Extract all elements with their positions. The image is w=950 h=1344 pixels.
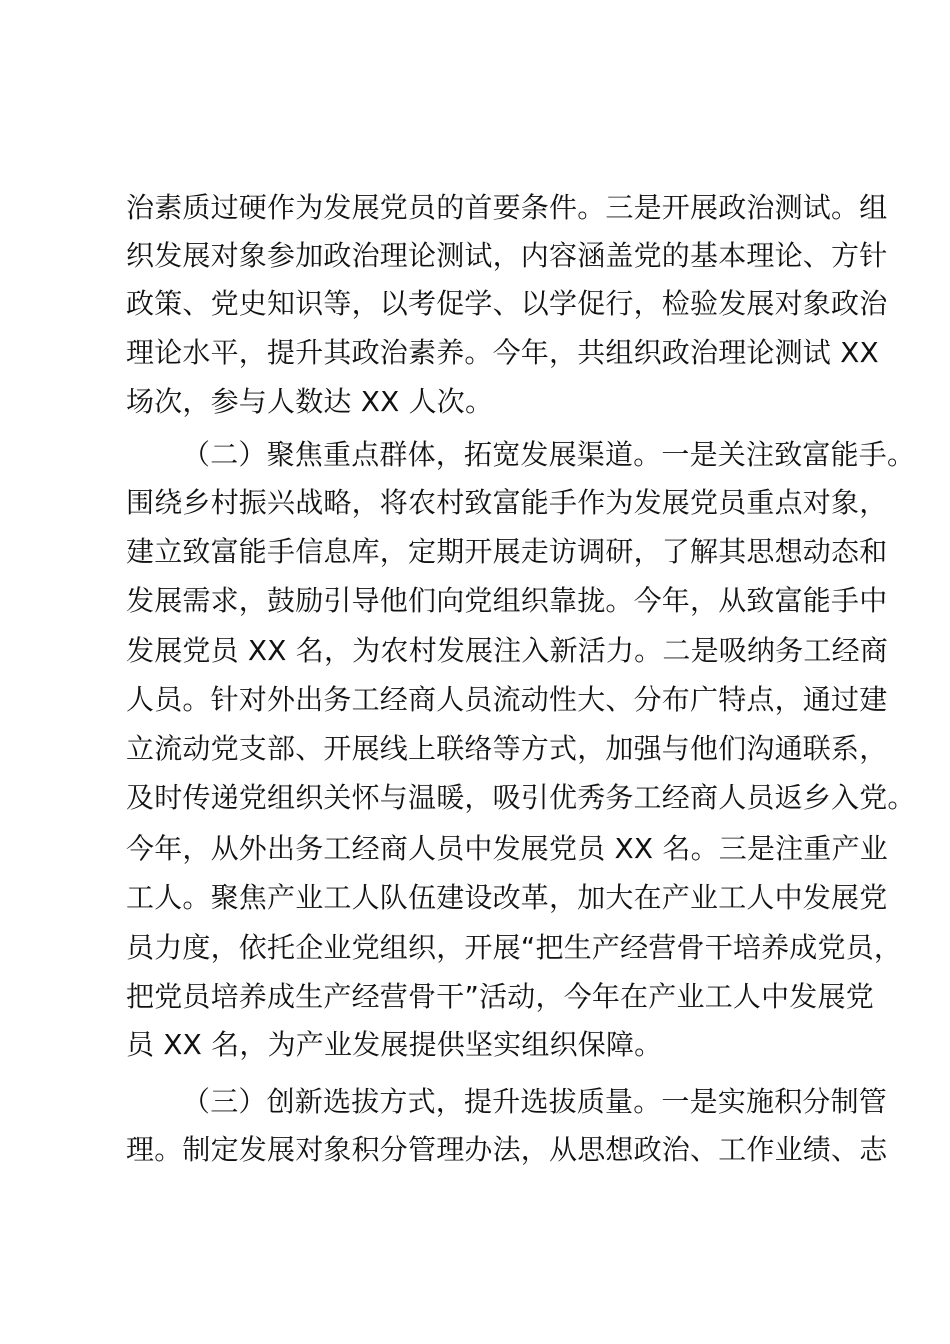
text-line: 员力度，依托企业党组织，开展“把生产经营骨干培养成党员，	[126, 931, 903, 964]
text-line: 人员。针对外出务工经商人员流动性大、分布广特点，通过建	[126, 683, 888, 716]
section-heading-line: （三）创新选拔方式，提升选拔质量。一是实施积分制管	[182, 1085, 888, 1118]
text-line: 建立致富能手信息库，定期开展走访调研，了解其思想动态和	[126, 535, 888, 568]
text-line: 发展需求，鼓励引导他们向党组织靠拢。今年，从致富能手中	[126, 584, 888, 617]
text-line: 理论水平，提升其政治素养。今年，共组织政治理论测试 XX	[126, 336, 879, 369]
text-line: 围绕乡村振兴战略，将农村致富能手作为发展党员重点对象，	[126, 486, 888, 519]
text-line: 治素质过硬作为发展党员的首要条件。三是开展政治测试。组	[126, 191, 888, 224]
text-line: 今年，从外出务工经商人员中发展党员 XX 名。三是注重产业	[126, 832, 888, 865]
text-line: 场次，参与人数达 XX 人次。	[126, 385, 494, 418]
text-line: 立流动党支部、开展线上联络等方式，加强与他们沟通联系，	[126, 732, 888, 765]
text-line: 工人。聚焦产业工人队伍建设改革，加大在产业工人中发展党	[126, 881, 888, 914]
text-line: 及时传递党组织关怀与温暖，吸引优秀务工经商人员返乡入党。	[126, 781, 916, 814]
text-line: 政策、党史知识等，以考促学、以学促行，检验发展对象政治	[126, 287, 888, 320]
text-line: 理。制定发展对象积分管理办法，从思想政治、工作业绩、志	[126, 1133, 888, 1166]
text-line: 把党员培养成生产经营骨干”活动，今年在产业工人中发展党	[126, 980, 874, 1013]
text-line: 发展党员 XX 名，为农村发展注入新活力。二是吸纳务工经商	[126, 634, 888, 667]
text-line: 员 XX 名，为产业发展提供坚实组织保障。	[126, 1028, 663, 1061]
text-line: 织发展对象参加政治理论测试，内容涵盖党的基本理论、方针	[126, 239, 888, 272]
section-heading-line: （二）聚焦重点群体，拓宽发展渠道。一是关注致富能手。	[182, 438, 916, 471]
